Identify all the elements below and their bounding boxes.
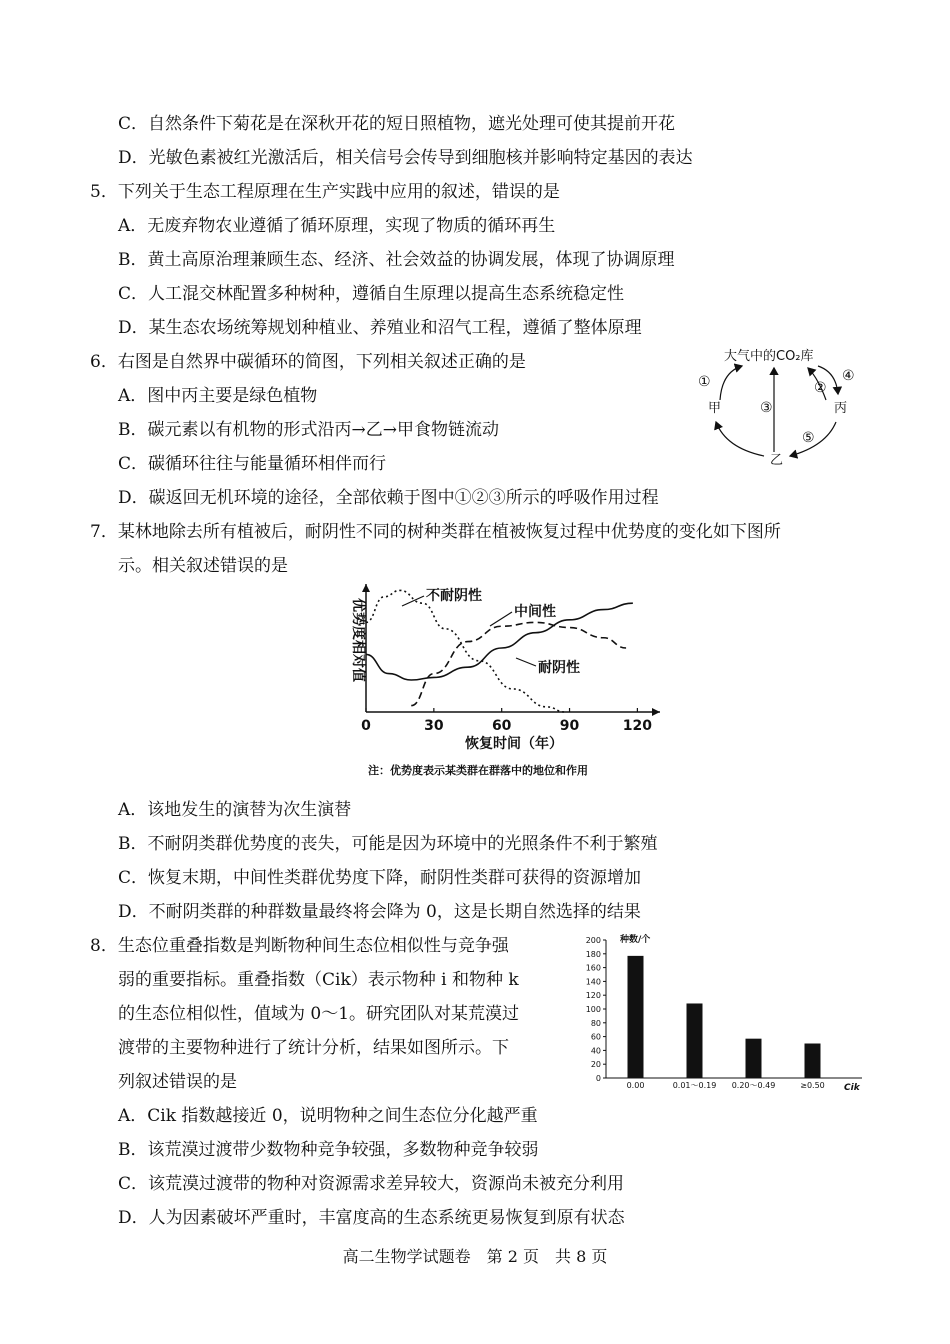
svg-text:④: ④ — [842, 368, 855, 384]
q8-stem-3: 的生态位相似性，值域为 0～1。研究团队对某荒漠过 — [118, 1004, 520, 1024]
diagram-co2-pool: 大气中的CO₂库 — [724, 349, 814, 364]
y-tick-label: 100 — [585, 1005, 601, 1014]
q8-option-d: D．人为因素破坏严重时，丰富度高的生态系统更易恢复到原有状态 — [118, 1208, 625, 1228]
svg-text:②: ② — [814, 380, 827, 396]
q8-stem-2: 弱的重要指标。重叠指数（Cik）表示物种 i 和物种 k — [118, 970, 519, 990]
bar-chart-xlabel: Cik — [844, 1083, 860, 1093]
q7-stem-2: 示。相关叙述错误的是 — [118, 556, 288, 576]
bar — [805, 1044, 821, 1079]
bar — [746, 1039, 762, 1078]
bar-category-label: 0.20～0.49 — [731, 1081, 776, 1090]
x-tick-label: 30 — [424, 718, 444, 734]
bar — [628, 956, 644, 1078]
dominance-line-chart — [330, 578, 680, 782]
y-tick-label: 120 — [585, 991, 601, 1001]
q8-stem-4: 渡带的主要物种进行了统计分析，结果如图所示。下 — [118, 1038, 509, 1058]
x-tick-label: 120 — [622, 718, 653, 734]
q8-stem-1: 8．生态位重叠指数是判断物种间生态位相似性与竞争强 — [90, 936, 509, 956]
page-footer: 高二生物学试题卷 第 2 页 共 8 页 — [342, 1247, 608, 1266]
q5-option-d: D．某生态农场统筹规划种植业、养殖业和沼气工程，遵循了整体原理 — [118, 318, 642, 338]
q7-option-b: B．不耐阴类群优势度的丧失，可能是因为环境中的光照条件不利于繁殖 — [118, 834, 658, 854]
series-line-1 — [411, 622, 626, 705]
q7-option-a: A．该地发生的演替为次生演替 — [118, 800, 352, 820]
carbon-cycle-diagram — [690, 342, 868, 470]
x-axis-arrow — [652, 708, 660, 716]
line-chart-ylabel: 优势度相对值 — [350, 598, 366, 682]
line-chart-note: 注：优势度表示某类群在群落中的地位和作用 — [368, 764, 588, 777]
q5-option-a: A．无废弃物农业遵循了循环原理，实现了物质的循环再生 — [118, 216, 556, 236]
q8-option-b: B．该荒漠过渡带少数物种竞争较强，多数物种竞争较弱 — [118, 1140, 539, 1160]
diagram-yi: 乙 — [770, 453, 784, 468]
bar-chart-ylabel: 种数/个 — [620, 935, 651, 945]
x-tick-label: 90 — [559, 718, 580, 734]
q6-option-d: D．碳返回无机环境的途径，全部依赖于图中①②③所示的呼吸作用过程 — [118, 488, 659, 508]
y-tick-label: 0 — [595, 1074, 601, 1083]
y-tick-label: 160 — [585, 963, 601, 973]
y-tick-label: 60 — [590, 1032, 601, 1042]
q7-stem-1: 7．某林地除去所有植被后，耐阴性不同的树种类群在植被恢复过程中优势度的变化如下图所 — [90, 522, 781, 542]
bar-category-label: ≥0.50 — [800, 1081, 825, 1090]
bar-category-label: 0.01～0.19 — [672, 1081, 717, 1090]
x-tick-label: 0 — [361, 718, 371, 734]
legend-shade-intolerant: 不耐阴性 — [426, 588, 482, 604]
q4-option-d: D．光敏色素被红光激活后，相关信号会传导到细胞核并影响特定基因的表达 — [118, 148, 693, 168]
y-tick-label: 180 — [585, 949, 601, 959]
q7-option-d: D．不耐阴类群的种群数量最终将会降为 0，这是长期自然选择的结果 — [118, 902, 641, 922]
diagram-bing: 丙 — [834, 401, 848, 416]
q4-option-c: C．自然条件下菊花是在深秋开花的短日照植物，遮光处理可使其提前开花 — [118, 114, 676, 134]
y-tick-label: 20 — [590, 1060, 601, 1070]
q6-stem: 6．右图是自然界中碳循环的简图，下列相关叙述正确的是 — [90, 352, 526, 372]
svg-text:①: ① — [698, 374, 711, 390]
y-tick-label: 80 — [590, 1018, 601, 1028]
q7-option-c: C．恢复末期，中间性类群优势度下降，耐阴性类群可获得的资源增加 — [118, 868, 642, 888]
y-axis-arrow — [362, 584, 370, 592]
series-line-2 — [366, 603, 633, 680]
bar-category-label: 0.00 — [626, 1081, 645, 1090]
q6-option-c: C．碳循环往往与能量循环相伴而行 — [118, 454, 387, 474]
q6-option-b: B．碳元素以有机物的形式沿丙→乙→甲食物链流动 — [118, 420, 499, 440]
cik-bar-chart — [582, 932, 870, 1094]
q5-option-c: C．人工混交林配置多种树种，遵循自生原理以提高生态系统稳定性 — [118, 284, 625, 304]
svg-text:③: ③ — [760, 400, 773, 416]
x-tick-label: 60 — [491, 718, 512, 734]
line-chart-xlabel: 恢复时间（年） — [465, 736, 563, 752]
svg-text:⑤: ⑤ — [802, 430, 815, 446]
q5-option-b: B．黄土高原治理兼顾生态、经济、社会效益的协调发展，体现了协调原理 — [118, 250, 675, 270]
legend-shade-tolerant: 耐阴性 — [538, 660, 580, 676]
q8-stem-5: 列叙述错误的是 — [118, 1072, 237, 1092]
y-tick-label: 200 — [585, 936, 601, 945]
q8-option-a: A．Cik 指数越接近 0，说明物种之间生态位分化越严重 — [118, 1106, 538, 1126]
q5-stem: 5．下列关于生态工程原理在生产实践中应用的叙述，错误的是 — [90, 182, 560, 202]
y-tick-label: 40 — [590, 1046, 601, 1056]
y-tick-label: 140 — [585, 977, 601, 987]
q8-option-c: C．该荒漠过渡带的物种对资源需求差异较大，资源尚未被充分利用 — [118, 1174, 625, 1194]
bar — [687, 1003, 703, 1078]
q6-option-a: A．图中丙主要是绿色植物 — [118, 386, 318, 406]
diagram-jia: 甲 — [708, 401, 722, 416]
legend-intermediate: 中间性 — [514, 604, 556, 620]
